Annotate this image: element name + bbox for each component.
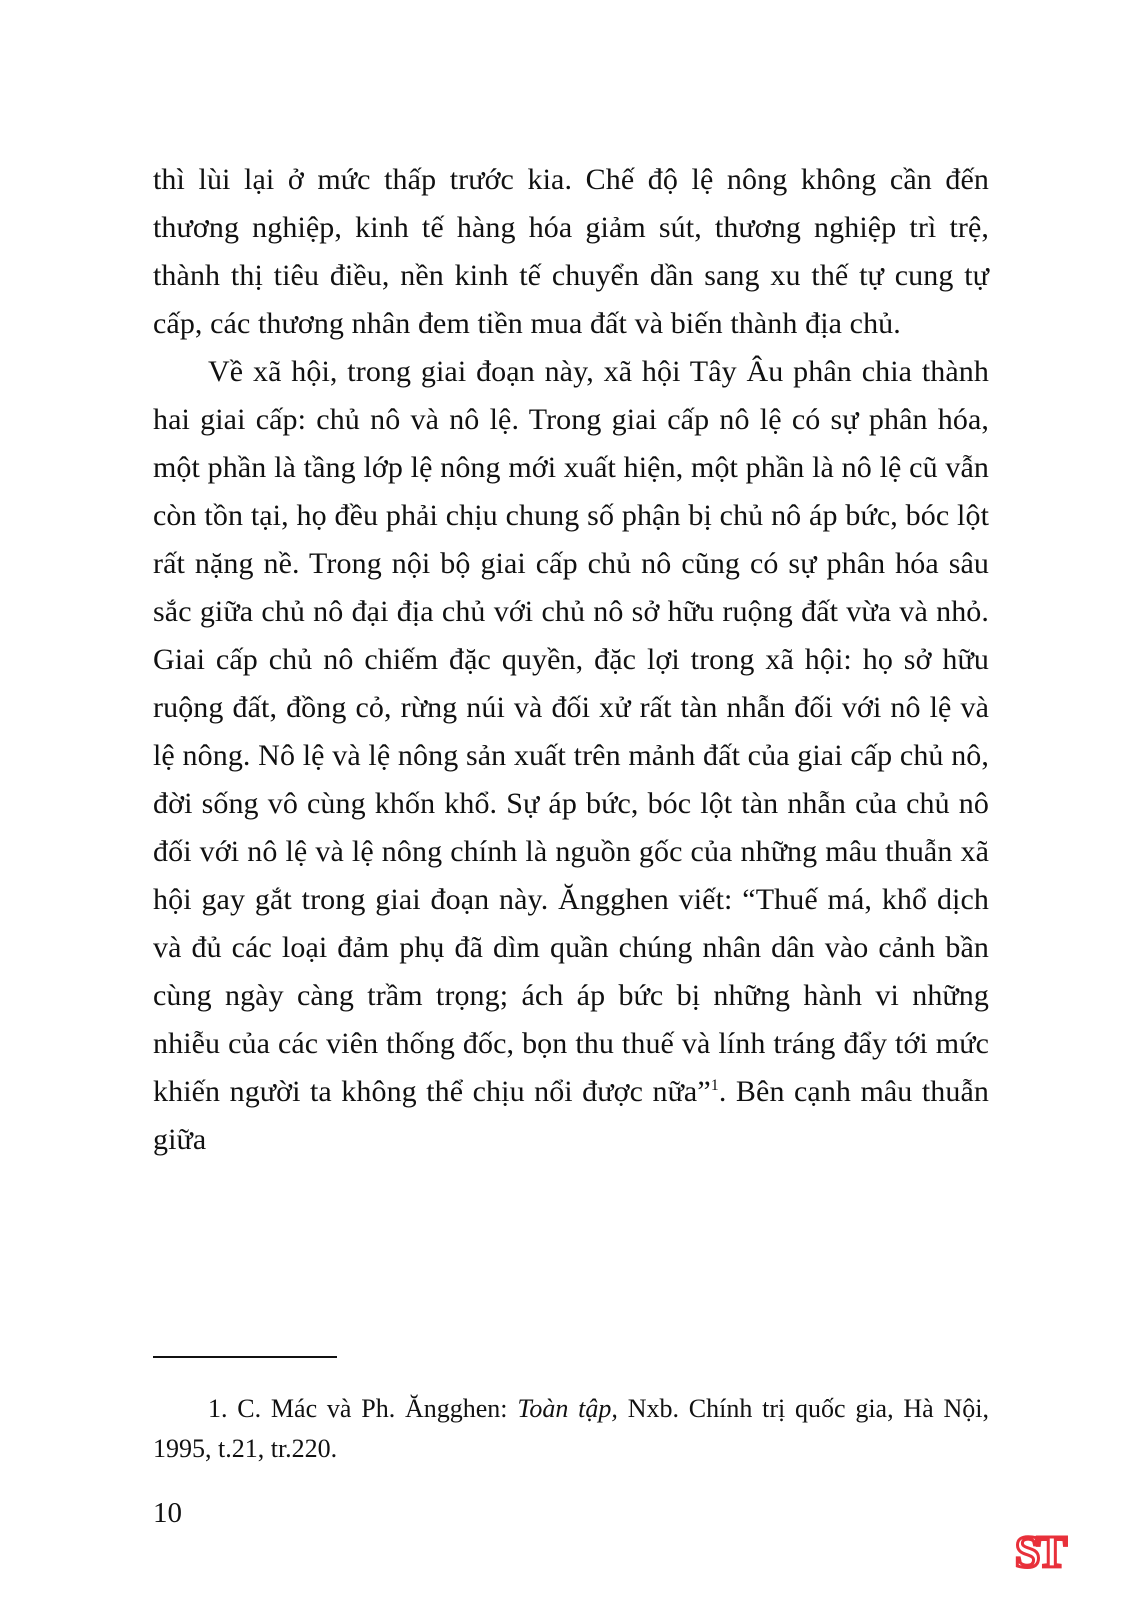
footnote-prefix: 1. C. Mác và Ph. Ăngghen:: [208, 1394, 518, 1423]
logo-mark: ST: [1014, 1526, 1064, 1577]
footnote: [153, 1389, 989, 1469]
main-text: [153, 156, 989, 1164]
footnote-book-title: Toàn tập,: [517, 1394, 618, 1423]
footnote-divider: [153, 1356, 337, 1358]
footnote-suffix: Nxb. Chính trị quốc gia, Hà Nội, 1995, t.21, tr.220.: [153, 1394, 989, 1463]
footnote-reference: 1: [710, 1077, 719, 1094]
paragraph-1: thì lùi lại ở mức thấp trước kia. Chế độ lệ nông không cần đến thương nghiệp, kinh tế hàng hóa giảm sút, thương nghiệp trì trệ, thành thị tiêu điều, nền kinh tế chuyển dần sang xu thế tự cung tự cấp, các thương nhân đem tiền mua đất và biến thành địa chủ.: [153, 163, 989, 340]
publisher-logo: [1009, 1520, 1069, 1580]
paragraph-2-main: Về xã hội, trong giai đoạn này, xã hội Tây Âu phân chia thành hai giai cấp: chủ nô và nô lệ. Trong giai cấp nô lệ có sự phân hóa, một phần là tầng lớp lệ nông mới xuất hiện, một phần là nô lệ cũ vẫn còn tồn tại, họ đều phải chịu chung số phận bị chủ nô áp bức, bóc lột rất nặng nề. Trong nội bộ giai cấp chủ nô cũng có sự phân hóa sâu sắc giữa chủ nô đại địa chủ với chủ nô sở hữu ruộng đất vừa và nhỏ. Giai cấp chủ nô chiếm đặc quyền, đặc lợi trong xã hội: họ sở hữu ruộng đất, đồng cỏ, rừng núi và đối xử rất tàn nhẫn đối với nô lệ và lệ nông. Nô lệ và lệ nông sản xuất trên mảnh đất của giai cấp chủ nô, đời sống vô cùng khốn khổ. Sự áp bức, bóc lột tàn nhẫn của chủ nô đối với nô lệ và lệ nông chính là nguồn gốc của những mâu thuẫn xã hội gay gắt trong giai đoạn này. Ăngghen viết: “Thuế má, khổ dịch và đủ các loại đảm phụ đã dìm quần chúng nhân dân vào cảnh bần cùng ngày càng trầm trọng; ách áp bức bị những hành vi những nhiễu của các viên thống đốc, bọn thu thuế và lính tráng đẩy tới mức khiến người ta không thể chịu nổi được nữa”: [153, 355, 989, 1108]
paragraph-2: [153, 348, 989, 1164]
page-number: 10: [153, 1497, 182, 1529]
paragraph-2-tail: . Bên cạnh mâu thuẫn giữa: [153, 1075, 989, 1156]
